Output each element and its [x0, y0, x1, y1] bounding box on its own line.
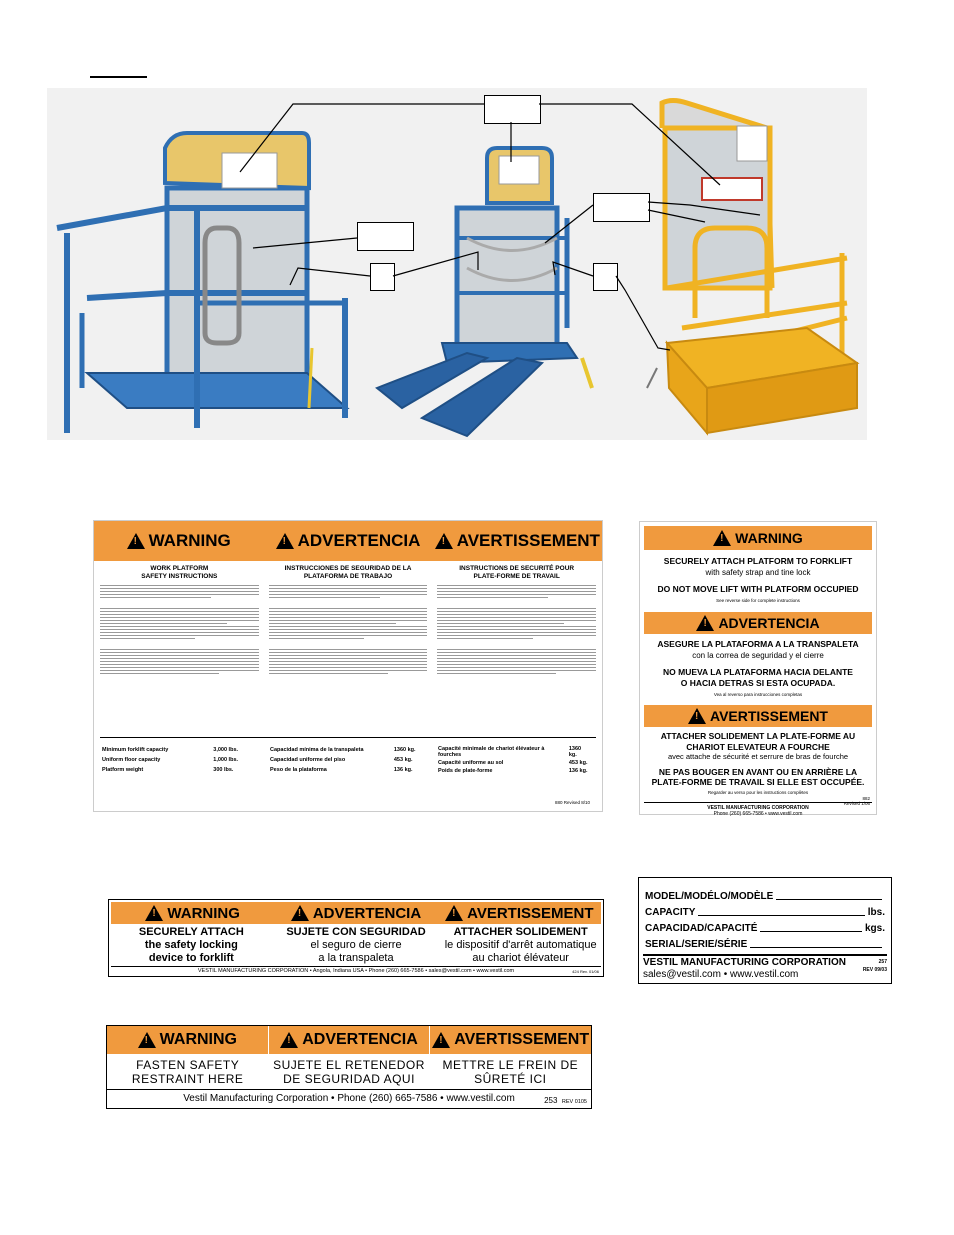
restraint-col-es: SUJETE EL RETENEDOR DE SEGURIDAD AQUI [273, 1058, 425, 1086]
right-french-block: ATTACHER SOLIDEMENT LA PLATE-FORME AU CHARIOT ELEVATEUR A FOURCHE avec attache de sécurité et serrure de bras de fourche NE PAS BOUGER EN AVANT OU EN ARRIÈRE LA PLATE-FORME DE TRAVAIL SI ELLE EST OCCUPÉE. Regarder au verso pour les instructions complètes [651, 731, 865, 795]
safety-restraint-sign [106, 1025, 592, 1109]
fine-print-lines [100, 585, 259, 674]
attach-platform-sign [639, 521, 877, 815]
col-title: WORK PLATFORM [150, 565, 209, 572]
warning-triangle-icon [696, 615, 714, 631]
lock-text-row [109, 926, 603, 966]
col-french [437, 565, 596, 737]
sign-header-band [94, 521, 602, 561]
callout-leader-lines [0, 0, 954, 500]
sign-columns [94, 561, 602, 737]
plate-row-capacidad: CAPACIDAD/CAPACITÉ kgs. [645, 923, 885, 934]
sign-specs-area [100, 737, 596, 776]
specs-table-fr: Capacité minimale de chariot élévateur à fourches 1360 kg. Capacité uniforme au sol 453 kg. Poids de plate-forme 136 kg. [438, 746, 588, 774]
lock-col-fr: ATTACHER SOLIDEMENT le dispositif d'arrêt automatique au chariot élévateur [444, 926, 597, 964]
warning-triangle-icon [713, 530, 731, 546]
plate-row-capacity: CAPACITY lbs. [645, 907, 885, 918]
safety-instructions-sign [93, 520, 603, 812]
header-advertencia: ! ADVERTENCIA [269, 1026, 431, 1054]
warning-triangle-icon [280, 1032, 298, 1048]
right-footer: VESTIL MANUFACTURING CORPORATION Phone (260) 665-7586 • www.vestil.com [644, 802, 872, 817]
header-warning: ! WARNING [107, 1026, 269, 1054]
sign-revision: 880 Revised 8/10 [554, 800, 590, 805]
plate-footer: VESTIL MANUFACTURING CORPORATION sales@vestil.com • www.vestil.com 257 REV 09/03 [643, 954, 887, 981]
header-avertissement: ! AVERTISSEMENT [430, 1026, 591, 1054]
col-title: INSTRUCCIONES DE SEGURIDAD DE LA [284, 565, 412, 572]
lock-header-band [111, 902, 601, 924]
col-title: PLATE-FORME DE TRAVAIL [473, 573, 560, 580]
plate-row-model: MODEL/MODÉLO/MODÈLE [645, 886, 885, 902]
warning-triangle-icon [138, 1032, 156, 1048]
warning-triangle-icon [445, 905, 463, 921]
right-header-advertencia: ! ADVERTENCIA [644, 612, 872, 634]
col-title: INSTRUCTIONS DE SECURITÉ POUR [459, 565, 575, 572]
warning-triangle-icon [291, 905, 309, 921]
lock-footer: VESTIL MANUFACTURING CORPORATION • Angola, Indiana USA • Phone (260) 665-7586 • sales@vestil.com • www.vestil.com 424 Rev. 01/06 [111, 966, 601, 976]
warning-triangle-icon [127, 533, 145, 549]
right-header-avertissement: ! AVERTISSEMENT [644, 705, 872, 727]
lock-col-es: SUJETE CON SEGURIDAD el seguro de cierre a la transpaleta [286, 926, 426, 964]
col-title: SAFETY INSTRUCTIONS [141, 573, 218, 580]
right-english-block: SECURELY ATTACH PLATFORM TO FORKLIFT with safety strap and tine lock DO NOT MOVE LIFT WITH PLATFORM OCCUPIED See reverse side for complete instructions [657, 556, 859, 603]
header-advertencia: ! ADVERTENCIA [263, 521, 432, 561]
warning-triangle-icon [276, 533, 294, 549]
restraint-header-band [107, 1026, 591, 1054]
warning-triangle-icon [688, 708, 706, 724]
warning-triangle-icon [145, 905, 163, 921]
header-avertissement: ! AVERTISSEMENT [438, 902, 601, 924]
right-spanish-block: ASEGURE LA PLATAFORMA A LA TRANSPALETA con la correa de seguridad y el cierre NO MUEVA LA PLATAFORMA HACIA DELANTE O HACIA DETRAS SI ESTA OCUPADA. Vea al reverso para instrucciones completas [657, 639, 859, 697]
right-header-warning: ! WARNING [644, 526, 872, 550]
model-capacity-plate [638, 877, 892, 984]
restraint-col-en: FASTEN SAFETY RESTRAINT HERE [131, 1058, 244, 1086]
header-warning: ! WARNING [94, 521, 263, 561]
plate-row-serial: SERIAL/SERIE/SÉRIE [645, 934, 885, 950]
warning-triangle-icon [435, 533, 453, 549]
fine-print-lines [437, 585, 596, 674]
restraint-col-fr: METTRE LE FREIN DE SÛRETÉ ICI [442, 1058, 579, 1086]
col-spanish [269, 565, 428, 737]
locking-device-sign [108, 899, 604, 977]
specs-table-es: Capacidad mínima de la transpaleta 1360 kg. Capacidad uniforme del piso 453 kg. Peso de la plataforma 136 kg. [270, 747, 416, 773]
right-code: 882 Revised 1/06 [843, 796, 870, 806]
restraint-text-row [107, 1054, 591, 1089]
header-warning: ! WARNING [111, 902, 274, 924]
specs-table-en: Minimum forklift capacity 3,000 lbs. Uniform floor capacity 1,000 lbs. Platform weight 300 lbs. [102, 747, 239, 773]
lock-col-en: SECURELY ATTACH the safety locking device to forklift [138, 926, 244, 964]
col-english [100, 565, 259, 737]
header-advertencia: ! ADVERTENCIA [274, 902, 437, 924]
header-avertissement: ! AVERTISSEMENT [433, 521, 602, 561]
restraint-footer: Vestil Manufacturing Corporation • Phone (260) 665-7586 • www.vestil.com 253 REV 0105 [107, 1089, 591, 1108]
plate-rows [639, 878, 891, 950]
warning-triangle-icon [432, 1032, 450, 1048]
col-title: PLATAFORMA DE TRABAJO [303, 573, 393, 580]
fine-print-lines [269, 585, 428, 674]
